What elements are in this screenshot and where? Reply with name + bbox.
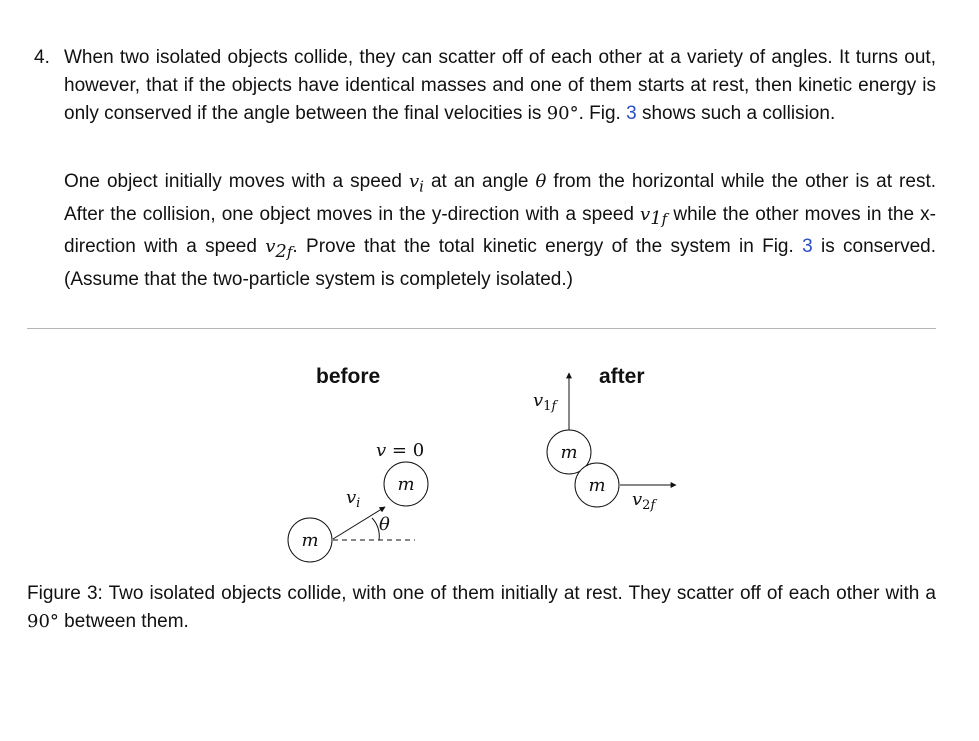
horizontal-rule <box>27 328 936 329</box>
mass-label: m <box>301 530 319 551</box>
collision-figure <box>0 330 979 580</box>
problem-paragraph-2: One object initially moves with a speed $v_i$ at an angle θ from the horizontal while the other is at rest. After the collision, one object moves in the y-direction with a speed $v_{1f}$ while the other moves in the x-direction with a speed $v_{2f}$. Prove that the total kinetic energy of the system in Fig. 3 is conserved. (Assume that the two-particle system is completely isolated.) <box>64 171 937 290</box>
mass-label: m <box>588 475 606 496</box>
before-label: before <box>316 365 381 388</box>
v2f-symbol: $v_{2f}$ <box>265 236 293 262</box>
after-label: after <box>599 365 645 388</box>
v1f-label: $v_1f$ <box>533 390 557 414</box>
angle-90: 90° <box>546 103 579 124</box>
theta-symbol: θ <box>535 171 547 192</box>
mass-label: m <box>397 474 415 495</box>
theta-label: θ <box>379 514 390 535</box>
figure-caption: Figure 3: Two isolated objects collide, with one of them initially at rest. They scatter off of each other with a 90° between them. <box>27 583 936 632</box>
angle-90: 90° <box>27 611 59 632</box>
v2f-label: $v_2f$ <box>632 489 656 513</box>
vi-arrow <box>333 507 385 539</box>
vi-label: $v_i$ <box>346 487 361 511</box>
v1f-symbol: $v_{1f}$ <box>640 203 668 230</box>
vi-symbol: $v_i$ <box>408 171 424 196</box>
problem-paragraph-1: When two isolated objects collide, they can scatter off of each other at a variety of angles. It turns out, however, that if the objects have identical masses and one of them starts at rest, then kinetic energy is only conserved if the angle between the final velocities is 90°. Fig. 3 shows such a collision. <box>64 47 936 124</box>
problem-number: 4. <box>34 47 50 68</box>
figure-ref-link[interactable]: 3 <box>626 103 637 124</box>
mass-label: m <box>560 442 578 463</box>
figure-ref-link[interactable]: 3 <box>802 236 813 258</box>
v-zero-label: v = 0 <box>376 440 425 461</box>
